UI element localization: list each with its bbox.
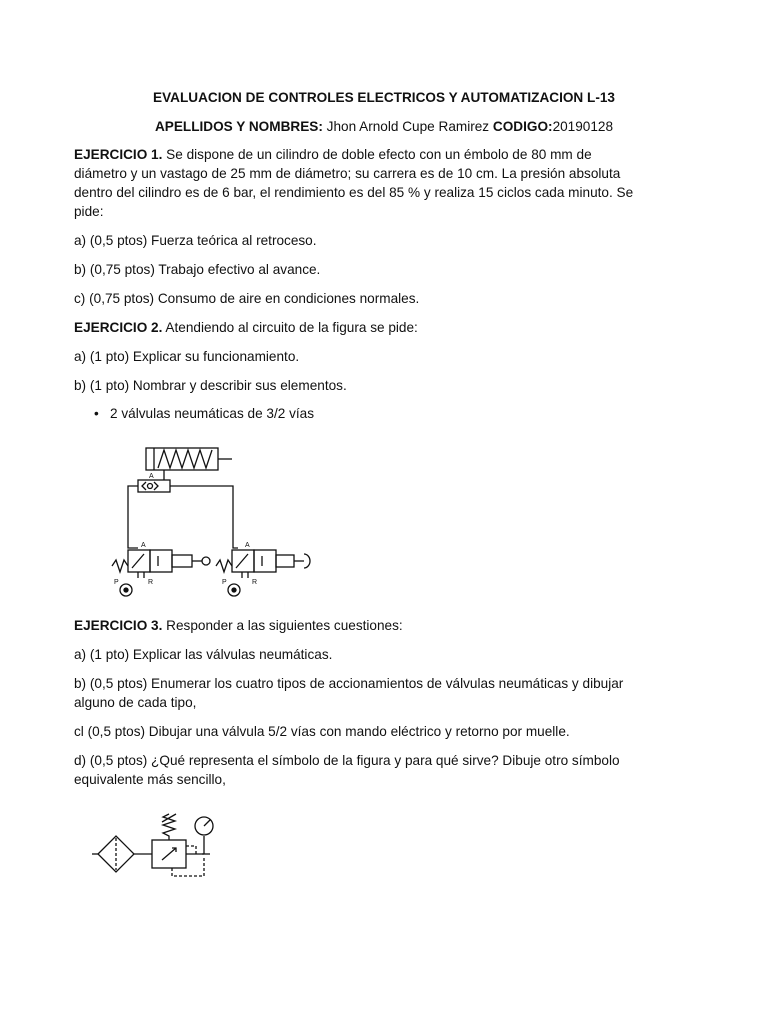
ejercicio1-statement-line: diámetro y un vastago de 25 mm de diámetro; su carrera es de 10 cm. La presión absoluta <box>74 166 621 181</box>
ejercicio1-statement-line: dentro del cilindro es de 6 bar, el rendimiento es del 85 % y realiza 15 ciclos cada minuto. Se <box>74 185 634 200</box>
bullet-glyph: • <box>94 406 99 421</box>
ejercicio3-item-d-cont: equivalente más sencillo, <box>74 772 226 787</box>
ejercicio2-item-a: a) (1 pto) Explicar su funcionamiento. <box>74 349 300 364</box>
ejercicio3-item-b-cont: alguno de cada tipo, <box>74 695 197 710</box>
ejercicio1-label: EJERCICIO 1. <box>74 147 163 162</box>
ejercicio3-item-a: a) (1 pto) Explicar las válvulas neumáticas. <box>74 647 333 662</box>
port-p-label: P <box>114 579 119 586</box>
right-valve-block-2 <box>254 550 276 572</box>
ejercicio3-item-b: b) (0,5 ptos) Enumerar los cuatro tipos de accionamientos de válvulas neumáticas y dibujar <box>74 676 624 691</box>
ejercicio3-statement-line <box>74 616 698 635</box>
left-valve-block-2 <box>150 550 172 572</box>
frl-unit-figure <box>92 808 252 888</box>
ejercicio3-item-c: cl (0,5 ptos) Dibujar una válvula 5/2 vías con mando eléctrico y retorno por muelle. <box>74 724 570 739</box>
ejercicio1-item-a: a) (0,5 ptos) Fuerza teórica al retroceso. <box>74 233 317 248</box>
name-value: Jhon Arnold Cupe Ramirez <box>322 119 493 134</box>
ejercicio3-label: EJERCICIO 3. <box>74 618 163 633</box>
port-a-label: A <box>141 542 146 549</box>
pneumatic-circuit-figure <box>108 440 318 600</box>
ejercicio1-item-b: b) (0,75 ptos) Trabajo efectivo al avance. <box>74 262 321 277</box>
ejercicio3-text: Responder a las siguientes cuestiones: <box>162 618 403 633</box>
port-a-label: A <box>245 542 250 549</box>
ejercicio3-item-d: d) (0,5 ptos) ¿Qué representa el símbolo de la figura y para qué sirve? Dibuje otro símbolo <box>74 753 620 768</box>
port-a-label: A <box>149 473 154 480</box>
ejercicio1-text: Se dispone de un cilindro de doble efecto con un émbolo de 80 mm de <box>162 147 592 162</box>
ejercicio2-text: Atendiendo al circuito de la figura se pide: <box>162 320 418 335</box>
name-label: APELLIDOS Y NOMBRES: <box>154 119 323 134</box>
ejercicio2-item-b: b) (1 pto) Nombrar y describir sus elementos. <box>74 378 347 393</box>
ejercicio1-statement-line: pide: <box>74 204 104 219</box>
right-valve-block-1 <box>232 550 254 572</box>
code-value: 20190128 <box>552 119 614 134</box>
port-p-label: P <box>222 579 227 586</box>
left-valve-block-1 <box>128 550 150 572</box>
port-r-label: R <box>148 579 154 586</box>
ejercicio2-label: EJERCICIO 2. <box>74 320 163 335</box>
code-label: CODIGO: <box>492 119 553 134</box>
document-title: EVALUACION DE CONTROLES ELECTRICOS Y AUTOMATIZACION L-13 <box>153 90 615 105</box>
ejercicio2-statement-line <box>74 318 698 337</box>
bullet-item: 2 válvulas neumáticas de 3/2 vías <box>110 406 315 421</box>
student-info-line <box>0 117 768 136</box>
ejercicio1-item-c: c) (0,75 ptos) Consumo de aire en condiciones normales. <box>74 291 420 306</box>
port-r-label: R <box>252 579 258 586</box>
ejercicio1-statement-line <box>74 145 698 164</box>
